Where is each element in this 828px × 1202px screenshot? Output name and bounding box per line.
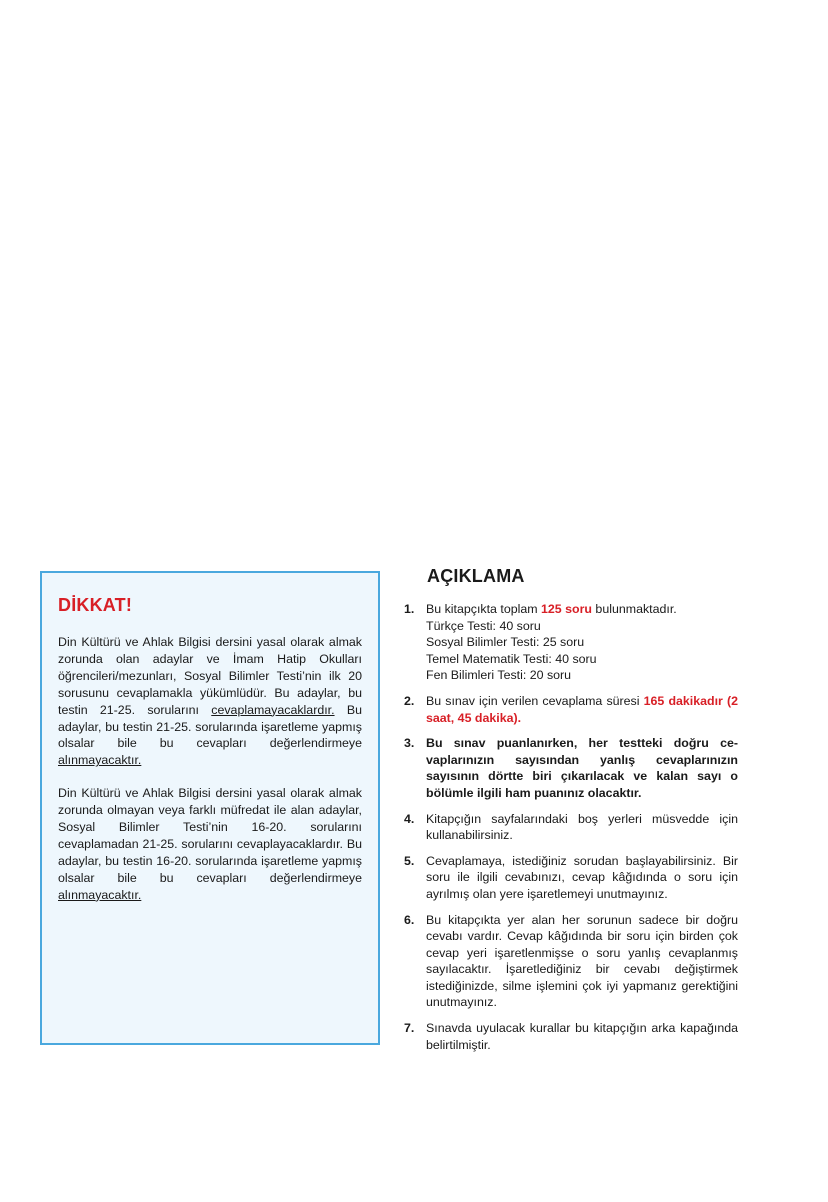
dikkat-p2-underline: alınmayacaktır.: [58, 887, 142, 902]
item-number: 3.: [404, 736, 415, 751]
item-number: 6.: [404, 912, 415, 927]
item-number: 4.: [404, 811, 415, 826]
item-text: Cevaplamaya, istediğiniz sorudan başlayabilirsiniz. Bir soru ile ilgili cevabınızı, cevap kâğıdında o soru için ayrılmış olan yere işaretlemeyi unutmayınız.: [426, 853, 738, 901]
item-text: [426, 601, 738, 684]
item-number: 7.: [404, 1021, 415, 1036]
item-text: Bu sınav puanlanırken, her testteki doğru cevaplarınızın sayısından yanlış cevaplarınızın sayısının dörtte biri çıkarılacak ve kalan sayı o bölümle ilgili ham puanınız olacaktır.: [426, 736, 738, 800]
aciklama-item-2: [404, 693, 738, 726]
item-number: 5.: [404, 853, 415, 868]
aciklama-section: [404, 566, 738, 1062]
item-number: 1.: [404, 602, 415, 616]
test-line: Fen Bilimleri Testi: 20 soru: [426, 668, 572, 683]
aciklama-list: [404, 601, 738, 1053]
dikkat-p1-underline-2: alınmayacaktır.: [58, 753, 142, 768]
dikkat-paragraph-2: [58, 785, 362, 903]
item1-pre: Bu kitapçıkta toplam: [426, 602, 542, 616]
dikkat-p2-text: Din Kültürü ve Ahlak Bilgisi dersini yasal olarak almak zorunda olmayan veya farklı müfredat ile alan adaylar, Sosyal Bilimler Testi’nin 16-20. sorularını cevaplamadan 21-25. sorularını cevaplayacaklardır. Bu adaylar, bu testin 16-20. sorularında işaretleme yapmış olsalar bile bu cevapları değerlendirmeye: [58, 786, 362, 885]
dikkat-title: DİKKAT!: [58, 595, 133, 615]
item-number: 2.: [404, 693, 415, 708]
aciklama-item-6: [404, 912, 738, 1012]
aciklama-title: AÇIKLAMA: [427, 566, 525, 586]
item-text: Sınavda uyulacak kurallar bu kitapçığın arka kapağında belirtilmiştir.: [426, 1021, 738, 1052]
aciklama-item-1: [404, 601, 738, 684]
item2-highlight: 165 dakikadır (2 saat, 45 dakika).: [426, 693, 739, 725]
dikkat-p1-text-1: Din Kültürü ve Ahlak Bilgisi dersini yasal olarak almak zorunda olan adaylar ve İmam Hatip Okulları öğrencileri/mezunları, Sosyal Bilimler Testi’nin ilk 20 sorusunu cevaplamakla yükümlüdür. Bu adaylar, bu testin 21-25. sorularını: [58, 635, 362, 717]
item-text: Bu kitapçıkta yer alan her sorunun sadece bir doğru cevabı vardır. Cevap kâğıdında bir soru için birden çok cevap yeri işaretlenmişse o soru yanlış cevaplanmış sayılacaktır. İşaretlediğiniz bir cevabı değiştirmek istediğinizde, silme işlemini çok iyi yapmanız gerektiğini unutmayınız.: [426, 912, 738, 1010]
test-line: Türkçe Testi: 40 soru: [426, 618, 541, 633]
aciklama-item-4: [404, 811, 738, 844]
test-line: Sosyal Bilimler Testi: 25 soru: [426, 635, 585, 650]
test-line: Temel Matematik Testi: 40 soru: [426, 651, 597, 666]
dikkat-paragraph-1: [58, 634, 362, 769]
item1-post: bulunmaktadır.: [591, 602, 677, 616]
aciklama-item-3: [404, 735, 738, 801]
aciklama-item-5: [404, 853, 738, 903]
aciklama-item-7: [404, 1020, 738, 1053]
item-text: [426, 693, 738, 726]
dikkat-p1-underline-1: cevaplamayacaklardır.: [211, 702, 335, 717]
item1-highlight: 125 soru: [541, 602, 592, 616]
item2-pre: Bu sınav için verilen cevaplama süresi: [426, 693, 644, 708]
item-text: Kitapçığın sayfalarındaki boş yerleri müsvedde için kullanabilirsiniz.: [426, 811, 738, 843]
dikkat-box: [40, 571, 380, 1045]
dikkat-p1-text-2: Bu adaylar, bu testin 21-25. sorularında işaretleme yapmış olsalar bile bu cevapları değerlendirmeye: [58, 702, 362, 751]
